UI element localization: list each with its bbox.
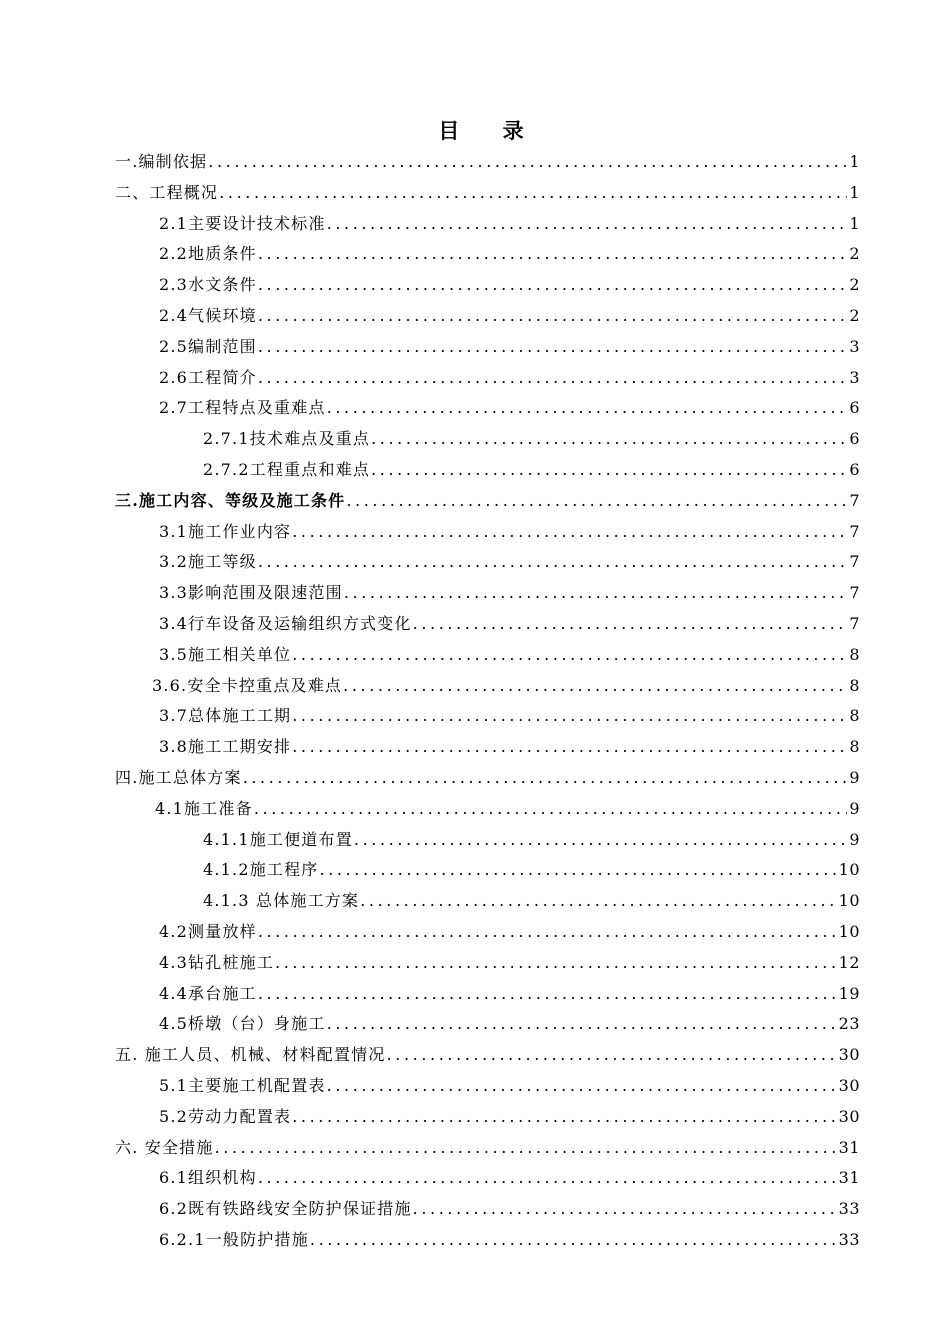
- toc-leader-dots: [258, 363, 847, 394]
- toc-leader-dots: [219, 178, 847, 209]
- toc-entry-page-number: 6: [849, 459, 860, 479]
- toc-entry[interactable]: [115, 270, 860, 301]
- toc-entry-label: 4.4承台施工: [159, 983, 257, 1003]
- toc-leader-dots: [327, 1071, 837, 1102]
- toc-entry-label: 5.1主要施工机配置表: [159, 1075, 326, 1095]
- toc-leader-dots: [346, 486, 847, 517]
- toc-entry[interactable]: [115, 763, 860, 794]
- toc-entry-label: 三.施工内容、等级及施工条件: [115, 490, 346, 510]
- toc-leader-dots: [258, 332, 847, 363]
- toc-entry-label: 2.6工程简介: [159, 367, 257, 387]
- toc-entry-label: 3.1施工作业内容: [159, 521, 292, 541]
- toc-entry-page-number: 7: [849, 613, 860, 633]
- toc-leader-dots: [310, 1225, 837, 1256]
- toc-entry-page-number: 9: [849, 767, 860, 787]
- toc-leader-dots: [258, 547, 847, 578]
- toc-entry-page-number: 23: [838, 1014, 860, 1034]
- toc-entry-label: 4.2测量放样: [159, 921, 257, 941]
- toc-entry-page-number: 31: [838, 1137, 860, 1157]
- toc-entry[interactable]: [115, 1133, 860, 1164]
- toc-entry-page-number: 30: [838, 1045, 860, 1065]
- toc-entry-label: 5.2劳动力配置表: [159, 1106, 292, 1126]
- toc-leader-dots: [387, 1040, 837, 1071]
- toc-entry-page-number: 9: [849, 829, 860, 849]
- toc-entry[interactable]: [115, 886, 860, 917]
- toc-entry[interactable]: [115, 640, 860, 671]
- toc-entry-label: 3.2施工等级: [159, 552, 257, 572]
- toc-entry[interactable]: [115, 609, 860, 640]
- toc-entry[interactable]: [115, 424, 860, 455]
- toc-entry-label: 4.1.2施工程序: [203, 860, 319, 880]
- toc-entry-page-number: 30: [838, 1106, 860, 1126]
- toc-entry[interactable]: [115, 1009, 860, 1040]
- toc-entry-label: 2.5编制范围: [159, 336, 257, 356]
- toc-entry-label: 2.1主要设计技术标准: [159, 213, 326, 233]
- toc-entry-label: 2.2地质条件: [159, 244, 257, 264]
- toc-entry-page-number: 30: [838, 1075, 860, 1095]
- toc-entry[interactable]: [115, 917, 860, 948]
- toc-leader-dots: [258, 979, 837, 1010]
- toc-entry[interactable]: [115, 732, 860, 763]
- toc-leader-dots: [215, 1133, 837, 1164]
- toc-entry-page-number: 2: [849, 244, 860, 264]
- toc-leader-dots: [327, 1009, 837, 1040]
- toc-entry-label: 六. 安全措施: [115, 1137, 214, 1157]
- toc-entry-label: 3.4行车设备及运输组织方式变化: [159, 613, 412, 633]
- toc-entry-label: 2.7.1技术难点及重点: [203, 429, 371, 449]
- toc-entry-label: 二、工程概况: [115, 182, 219, 202]
- toc-entry[interactable]: [115, 1102, 860, 1133]
- toc-leader-dots: [258, 1163, 837, 1194]
- toc-entry-page-number: 10: [838, 921, 860, 941]
- toc-entry[interactable]: [115, 979, 860, 1010]
- toc-entry-label: 2.3水文条件: [159, 275, 257, 295]
- toc-entry-label: 2.7工程特点及重难点: [159, 398, 326, 418]
- toc-entry[interactable]: [115, 455, 860, 486]
- toc-entry[interactable]: [115, 948, 860, 979]
- toc-leader-dots: [343, 671, 847, 702]
- toc-leader-dots: [254, 794, 847, 825]
- toc-entry-page-number: 6: [849, 429, 860, 449]
- toc-entry-label: 四.施工总体方案: [115, 767, 242, 787]
- toc-entry-label: 6.1组织机构: [159, 1168, 257, 1188]
- toc-entry-page-number: 12: [838, 952, 860, 972]
- toc-entry[interactable]: [115, 1163, 860, 1194]
- toc-entry-label: 4.5桥墩（台）身施工: [159, 1014, 326, 1034]
- toc-leader-dots: [360, 886, 836, 917]
- toc-entry-label: 4.3钻孔桩施工: [159, 952, 275, 972]
- toc-leader-dots: [413, 1194, 837, 1225]
- toc-leader-dots: [413, 609, 848, 640]
- toc-leader-dots: [258, 270, 847, 301]
- toc-entry-label: 4.1.1施工便道布置: [203, 829, 353, 849]
- toc-entry-label: 2.4气候环境: [159, 305, 257, 325]
- toc-entry-label: 3.8施工工期安排: [159, 737, 292, 757]
- toc-entry-label: 3.6.安全卡控重点及难点: [152, 675, 343, 695]
- toc-entry-label: 6.2既有铁路线安全防护保证措施: [159, 1199, 412, 1219]
- toc-entry-page-number: 2: [849, 275, 860, 295]
- toc-entry-page-number: 8: [849, 737, 860, 757]
- toc-leader-dots: [258, 239, 847, 270]
- toc-title: 目 录: [438, 118, 542, 143]
- toc-entry-page-number: 8: [849, 706, 860, 726]
- toc-entry[interactable]: [115, 855, 860, 886]
- toc-entry[interactable]: [115, 1040, 860, 1071]
- toc-entry-page-number: 7: [849, 552, 860, 572]
- toc-entry-page-number: 7: [849, 521, 860, 541]
- toc-leader-dots: [292, 701, 847, 732]
- toc-leader-dots: [292, 640, 847, 671]
- toc-entry[interactable]: [115, 178, 860, 209]
- toc-entry-page-number: 7: [849, 490, 860, 510]
- toc-entry-label: 一.编制依据: [115, 152, 208, 171]
- toc-entry-page-number: 19: [838, 983, 860, 1003]
- toc-entry[interactable]: [115, 671, 860, 702]
- toc-leader-dots: [344, 578, 847, 609]
- toc-entry-page-number: 10: [838, 891, 860, 911]
- toc-leader-dots: [320, 855, 837, 886]
- toc-entry[interactable]: [115, 1225, 860, 1256]
- toc-entry-label: 3.5施工相关单位: [159, 644, 292, 664]
- toc-leader-dots: [208, 147, 847, 178]
- toc-leader-dots: [371, 424, 847, 455]
- toc-entry[interactable]: [115, 486, 860, 517]
- toc-entry-label: 4.1施工准备: [155, 798, 253, 818]
- toc-entry[interactable]: [115, 147, 860, 178]
- toc-entry[interactable]: [115, 393, 860, 424]
- toc-entry[interactable]: [115, 794, 860, 825]
- toc-list: [115, 147, 860, 1256]
- toc-entry-page-number: 1: [849, 182, 860, 202]
- toc-entry-page-number: 2: [849, 305, 860, 325]
- toc-entry-page-number: 3: [849, 336, 860, 356]
- toc-entry-label: 五. 施工人员、机械、材料配置情况: [115, 1045, 386, 1065]
- toc-entry-page-number: 10: [838, 860, 860, 880]
- toc-entry-page-number: 9: [849, 798, 860, 818]
- toc-leader-dots: [371, 455, 847, 486]
- toc-entry[interactable]: [115, 209, 860, 240]
- toc-entry[interactable]: [115, 517, 860, 548]
- toc-leader-dots: [292, 1102, 836, 1133]
- toc-leader-dots: [243, 763, 848, 794]
- toc-leader-dots: [292, 517, 847, 548]
- toc-entry-label: 2.7.2工程重点和难点: [203, 459, 371, 479]
- toc-entry[interactable]: [115, 1071, 860, 1102]
- toc-leader-dots: [275, 948, 837, 979]
- toc-entry-label: 6.2.1一般防护措施: [159, 1229, 309, 1249]
- toc-entry-page-number: 1: [849, 213, 860, 233]
- toc-entry-label: 4.1.3 总体施工方案: [203, 891, 360, 911]
- toc-entry[interactable]: [115, 547, 860, 578]
- toc-entry-page-number: 6: [849, 398, 860, 418]
- toc-entry-page-number: 8: [849, 644, 860, 664]
- toc-entry-page-number: 7: [849, 583, 860, 603]
- toc-entry[interactable]: [115, 239, 860, 270]
- toc-entry-page-number: 33: [838, 1199, 860, 1219]
- toc-entry[interactable]: [115, 825, 860, 856]
- toc-entry[interactable]: [115, 363, 860, 394]
- toc-entry-page-number: 3: [849, 367, 860, 387]
- toc-entry[interactable]: [115, 1194, 860, 1225]
- toc-entry-page-number: 1: [849, 152, 860, 171]
- toc-entry-label: 3.7总体施工工期: [159, 706, 292, 726]
- toc-entry[interactable]: [115, 332, 860, 363]
- toc-leader-dots: [327, 209, 848, 240]
- toc-leader-dots: [258, 917, 837, 948]
- toc-leader-dots: [258, 301, 847, 332]
- toc-entry-page-number: 33: [838, 1229, 860, 1249]
- toc-entry[interactable]: [115, 578, 860, 609]
- toc-entry[interactable]: [115, 701, 860, 732]
- toc-entry-page-number: 31: [838, 1168, 860, 1188]
- toc-entry[interactable]: [115, 301, 860, 332]
- toc-entry-page-number: 8: [849, 675, 860, 695]
- toc-leader-dots: [354, 825, 847, 856]
- toc-leader-dots: [292, 732, 847, 763]
- toc-entry-label: 3.3影响范围及限速范围: [159, 583, 343, 603]
- toc-leader-dots: [327, 393, 848, 424]
